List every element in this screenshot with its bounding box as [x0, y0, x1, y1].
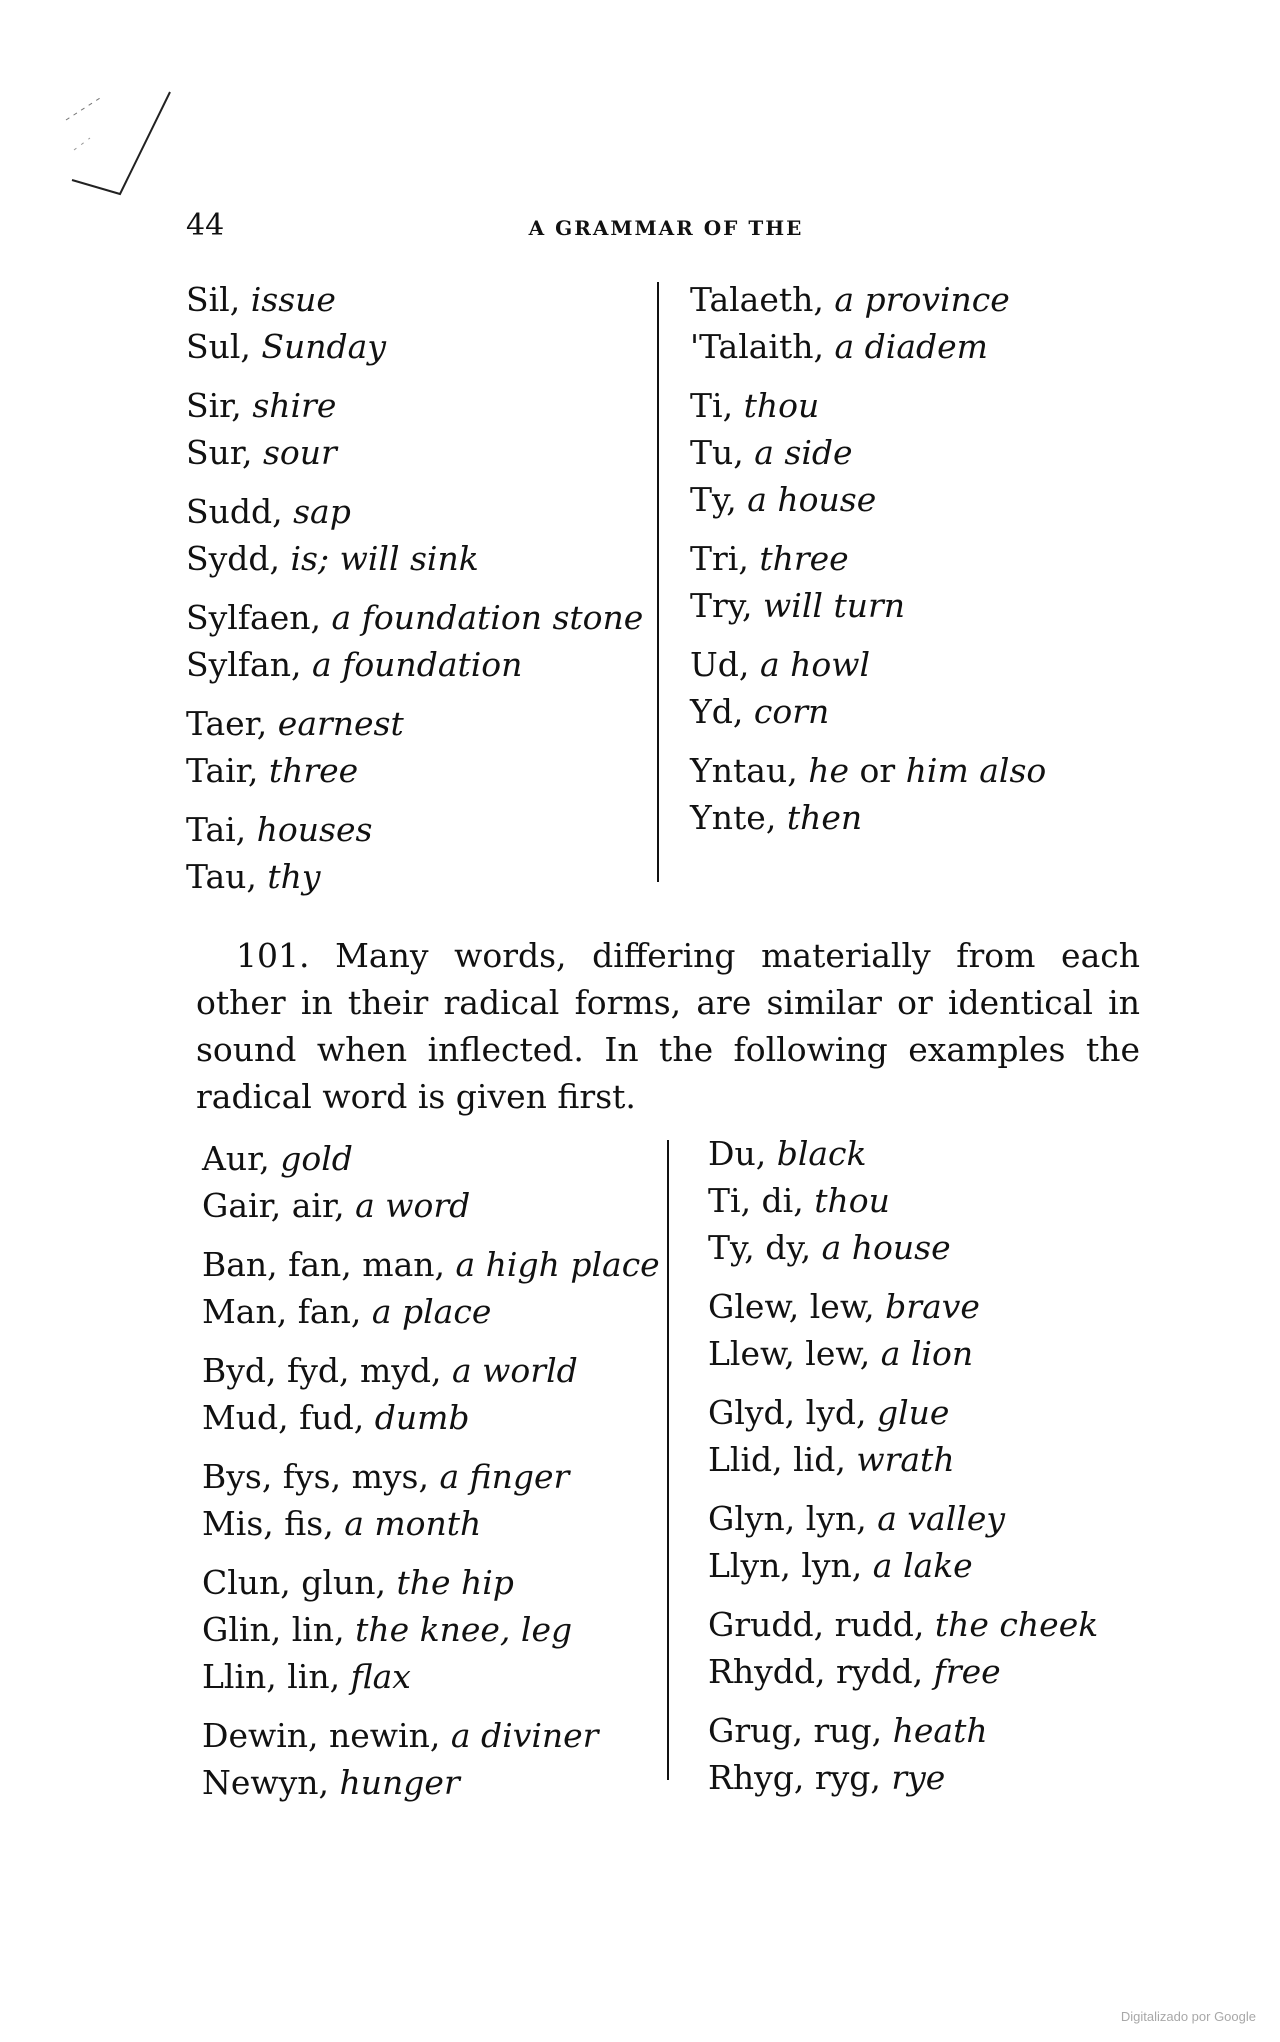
list-item: Glyn, lyn, a valley — [708, 1499, 1005, 1538]
list-item: Sylfan, a foundation — [186, 645, 523, 684]
list-item: Sylfaen, a foundation stone — [186, 598, 644, 637]
list-item: Newyn, hunger — [202, 1763, 460, 1802]
list-item: Du, black — [708, 1134, 867, 1173]
column-divider — [667, 1140, 669, 1780]
list-item: Sur, sour — [186, 433, 337, 472]
list-item: Glyd, lyd, glue — [708, 1393, 950, 1432]
list-item: Llid, lid, wrath — [708, 1440, 955, 1479]
top-table-right-column — [690, 276, 1046, 841]
list-item: Llin, lin, flax — [202, 1657, 411, 1696]
list-item: Sul, Sunday — [186, 327, 386, 366]
list-item: Talaeth, a province — [690, 280, 1010, 319]
list-item: Mis, fis, a month — [202, 1504, 482, 1543]
list-item: Tai, houses — [186, 810, 373, 849]
list-item: Clun, glun, the hip — [202, 1563, 514, 1602]
list-item: Rhydd, rydd, free — [708, 1652, 1001, 1691]
list-item: Tri, three — [690, 539, 849, 578]
section-number: 101. — [236, 936, 310, 975]
list-item: Tau, thy — [186, 857, 321, 896]
top-table-left-column — [186, 276, 643, 900]
margin-check-mark-icon — [60, 90, 180, 210]
list-item: Bys, fys, mys, a finger — [202, 1457, 570, 1496]
list-item: Gair, air, a word — [202, 1186, 471, 1225]
list-item: Aur, gold — [202, 1139, 353, 1178]
list-item: Man, fan, a place — [202, 1292, 492, 1331]
list-item: Llew, lew, a lion — [708, 1334, 974, 1373]
list-item: Ti, thou — [690, 386, 820, 425]
list-item: Taer, earnest — [186, 704, 404, 743]
section-101-paragraph — [196, 932, 1140, 1120]
list-item: 'Talaith, a diadem — [690, 327, 988, 366]
list-item: Glew, lew, brave — [708, 1287, 980, 1326]
page-number: 44 — [186, 208, 225, 243]
bottom-table-left-column — [202, 1135, 660, 1806]
list-item: Tair, three — [186, 751, 359, 790]
list-item: Yd, corn — [690, 692, 830, 731]
list-item: Grudd, rudd, the cheek — [708, 1605, 1099, 1644]
list-item: Sir, shire — [186, 386, 337, 425]
list-item: Glin, lin, the knee, leg — [202, 1610, 573, 1649]
list-item: Sil, issue — [186, 280, 336, 319]
list-item: Yntau, he or him also — [690, 751, 1047, 790]
scan-watermark: Digitalizado por Google — [1120, 2009, 1256, 2024]
list-item: Sydd, is; will sink — [186, 539, 479, 578]
bottom-table-right-column — [708, 1130, 1098, 1801]
running-title: A GRAMMAR OF THE — [528, 216, 804, 240]
list-item: Grug, rug, heath — [708, 1711, 988, 1750]
list-item: Tu, a side — [690, 433, 853, 472]
list-item: Ud, a howl — [690, 645, 871, 684]
list-item: Dewin, newin, a diviner — [202, 1716, 599, 1755]
list-item: Ti, di, thou — [708, 1181, 890, 1220]
list-item: Byd, fyd, myd, a world — [202, 1351, 578, 1390]
list-item: Ban, fan, man, a high place — [202, 1245, 660, 1284]
list-item: Try, will turn — [690, 586, 905, 625]
list-item: Ty, dy, a house — [708, 1228, 951, 1267]
list-item: Ty, a house — [690, 480, 877, 519]
section-text: Many words, differing materially from each other in their radical forms, are similar or identical in sound when inflected. In the following examples the radical word is given first. — [196, 936, 1140, 1116]
list-item: Ynte, then — [690, 798, 863, 837]
list-item: Rhyg, ryg, rye — [708, 1758, 946, 1797]
list-item: Sudd, sap — [186, 492, 351, 531]
column-divider — [657, 282, 659, 882]
page-header — [186, 208, 1146, 248]
list-item: Llyn, lyn, a lake — [708, 1546, 973, 1585]
list-item: Mud, fud, dumb — [202, 1398, 470, 1437]
